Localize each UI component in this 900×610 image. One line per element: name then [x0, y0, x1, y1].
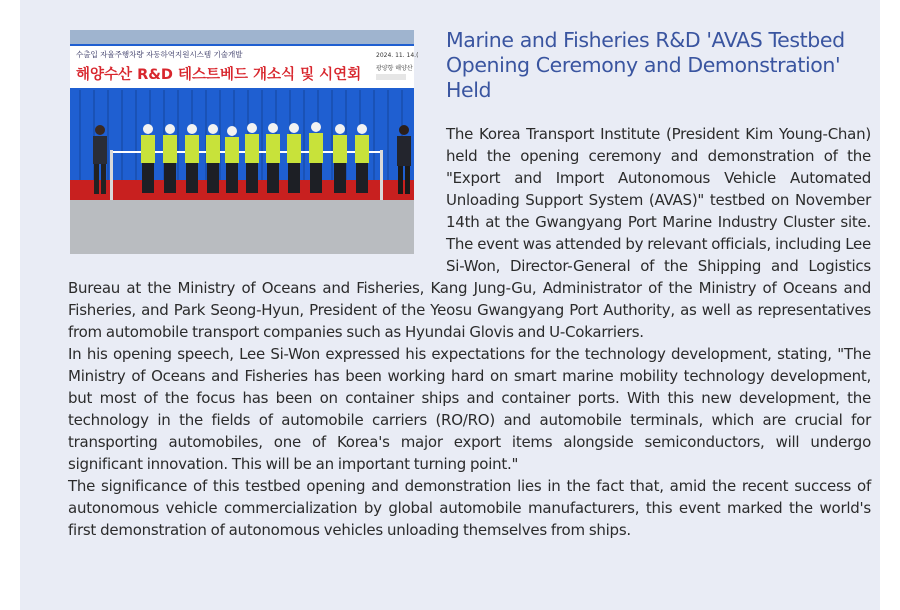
banner-venue: 광양항 해양산: [376, 65, 413, 72]
ceremony-photo-image: [70, 30, 419, 254]
article-panel: [20, 0, 880, 610]
ceremony-photo: [70, 30, 419, 254]
banner-date: 2024. 11. 14.(: [376, 52, 419, 59]
banner-title: 해양수산 R&D 테스트베드 개소식 및 시연회: [76, 67, 362, 83]
article-paragraph-3: The significance of this testbed opening and demonstration lies in the fact that, amid the recent success of autonomous vehicle commercialization by global automobile manufacturers, this event marked the world's first demonstration of autonomous vehicles unloading themselves from ships.: [68, 477, 871, 539]
banner-subtitle: 수출입 자율주행차량 자동하역지원시스템 기술개발: [76, 50, 243, 59]
article-title: Marine and Fisheries R&D 'AVAS Testbed Opening Ceremony and Demonstration' Held: [446, 28, 845, 102]
article-paragraph-1: The Korea Transport Institute (President Kim Young-Chan) held the opening ceremony and demonstration of the "Export and Import Autonomous Vehicle Automated Unloading Support System (AVAS)" testbed on November 14th at the Gwangyang Port Marine Industry Cluster site. The event was attended by relevant officials, including Lee Si-Won, Director-General of the Shipping and Logistics Bureau at the Ministry of Oceans and Fisheries, Kang Jung-Gu, Administrator of the Ministry of Oceans and Fisheries, and Park Seong-Hyun, President of the Yeosu Gwangyang Port Authority, as well as representatives from automobile transport companies such as Hyundai Glovis and U-Cokarriers.: [68, 125, 871, 341]
article-paragraph-2: In his opening speech, Lee Si-Won expressed his expectations for the technology development, stating, "The Ministry of Oceans and Fisheries has been working hard on smart marine mobility technology development, but most of the focus has been on container ships and container ports. With this new development, the technology in the fields of automobile carriers (RO/RO) and automobile terminals, which are crucial for transporting automobiles, one of Korea's major export items alongside semiconductors, will undergo significant innovation. This will be an important turning point.": [68, 345, 871, 473]
article-content: [68, 28, 871, 541]
